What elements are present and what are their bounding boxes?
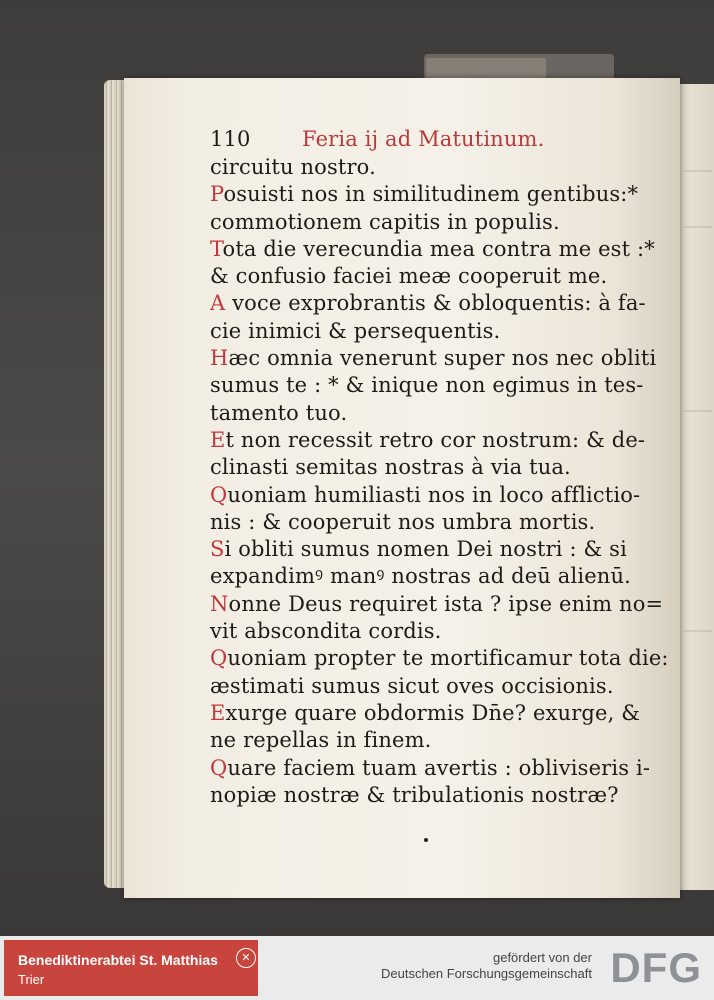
facing-page-bleed — [684, 410, 712, 412]
page-text — [210, 124, 669, 809]
rubricated-initial: E — [210, 427, 226, 452]
line-text: uoniam humiliasti nos in loco afflictio- — [227, 482, 641, 507]
text-line — [210, 318, 660, 345]
text-line — [210, 482, 660, 509]
line-text: nis : & cooperuit nos umbra mortis. — [210, 509, 596, 534]
text-line — [210, 454, 660, 481]
institution-city: Trier — [18, 972, 45, 987]
text-line — [210, 563, 660, 590]
institution-badge[interactable] — [4, 940, 258, 996]
text-line — [210, 400, 660, 427]
text-line — [210, 345, 660, 372]
folio-number: 110 — [210, 127, 251, 151]
rubricated-initial: N — [210, 591, 229, 616]
line-text: osuisti nos in similitudinem gentibus:* — [223, 182, 639, 207]
line-text: expandimꝰ manꝰ nostras ad deū alienū. — [210, 564, 631, 589]
rubricated-initial: A — [210, 291, 226, 316]
running-title: Feria ij ad Matutinum. — [302, 127, 545, 151]
facing-page-edge — [676, 84, 714, 890]
institution-logo-icon: ✕ — [236, 948, 256, 968]
dfg-logo[interactable]: DFG — [610, 944, 702, 991]
text-line — [210, 755, 660, 782]
line-text: xurge quare obdormis Dn̄e? exurge, & — [225, 700, 641, 725]
line-text: sumus te : * & inique non egimus in tes- — [210, 373, 644, 398]
rubricated-initial: T — [210, 236, 223, 261]
text-line — [210, 509, 660, 536]
line-text: onne Deus requiret ista ? ipse enim no= — [228, 591, 664, 616]
text-line — [210, 700, 660, 727]
line-text: circuitu nostro. — [210, 155, 376, 179]
text-line — [210, 236, 660, 263]
line-text: i obliti sumus nomen Dei nostri : & si — [224, 537, 627, 562]
footer-bar — [0, 936, 714, 1000]
line-text: uare faciem tuam avertis : obliviseris i- — [227, 755, 651, 780]
text-line — [210, 536, 660, 563]
text-line — [210, 673, 660, 700]
line-text: æc omnia venerunt super nos nec obliti — [228, 346, 657, 371]
text-lines — [210, 154, 669, 809]
page-mark — [424, 838, 428, 842]
line-text: cie inimici & persequentis. — [210, 318, 501, 343]
line-text: tamento tuo. — [210, 400, 348, 425]
rubricated-initial: E — [210, 700, 226, 725]
funding-line-2: Deutschen Forschungsgemeinschaft — [380, 966, 592, 981]
line-text: commotionem capitis in populis. — [210, 209, 560, 234]
text-line — [210, 372, 660, 399]
text-line — [210, 290, 660, 317]
line-text: clinasti semitas nostras à via tua. — [210, 455, 571, 480]
funding-line-1: gefördert von der — [492, 950, 592, 965]
line-text: uoniam propter te mortificamur tota die: — [227, 646, 669, 671]
line-text: æstimati sumus sicut oves occisionis. — [210, 673, 614, 698]
running-head — [210, 124, 660, 154]
rubricated-initial: P — [210, 182, 224, 207]
rubricated-initial: H — [210, 346, 229, 371]
text-line — [210, 591, 664, 618]
text-line — [210, 427, 660, 454]
text-line — [210, 263, 660, 290]
facing-page-bleed — [684, 226, 712, 228]
line-text: voce exprobrantis & obloquentis: à fa- — [225, 291, 646, 316]
text-line — [210, 181, 660, 208]
facing-page-bleed — [684, 630, 712, 632]
line-text: & confusio faciei meæ cooperuit me. — [210, 264, 608, 289]
line-text: ota die verecundia mea contra me est :* — [222, 236, 655, 261]
text-line — [210, 618, 660, 645]
text-line — [210, 645, 669, 672]
line-text: t non recessit retro cor nostrum: & de- — [225, 427, 646, 452]
text-line — [210, 209, 660, 236]
rubricated-initial: S — [210, 537, 225, 562]
text-line — [210, 154, 660, 181]
funding-note — [381, 950, 592, 982]
text-line — [210, 782, 660, 809]
institution-name: Benediktinerabtei St. Matthias — [18, 952, 218, 968]
text-line — [210, 727, 660, 754]
rubricated-initial: Q — [210, 482, 228, 507]
line-text: vit abscondita cordis. — [210, 619, 442, 644]
facing-page-bleed — [684, 170, 712, 172]
line-text: ne repellas in finem. — [210, 728, 432, 753]
rubricated-initial: Q — [210, 646, 228, 671]
line-text: nopiæ nostræ & tribulationis nostræ? — [210, 782, 619, 807]
rubricated-initial: Q — [210, 755, 228, 780]
